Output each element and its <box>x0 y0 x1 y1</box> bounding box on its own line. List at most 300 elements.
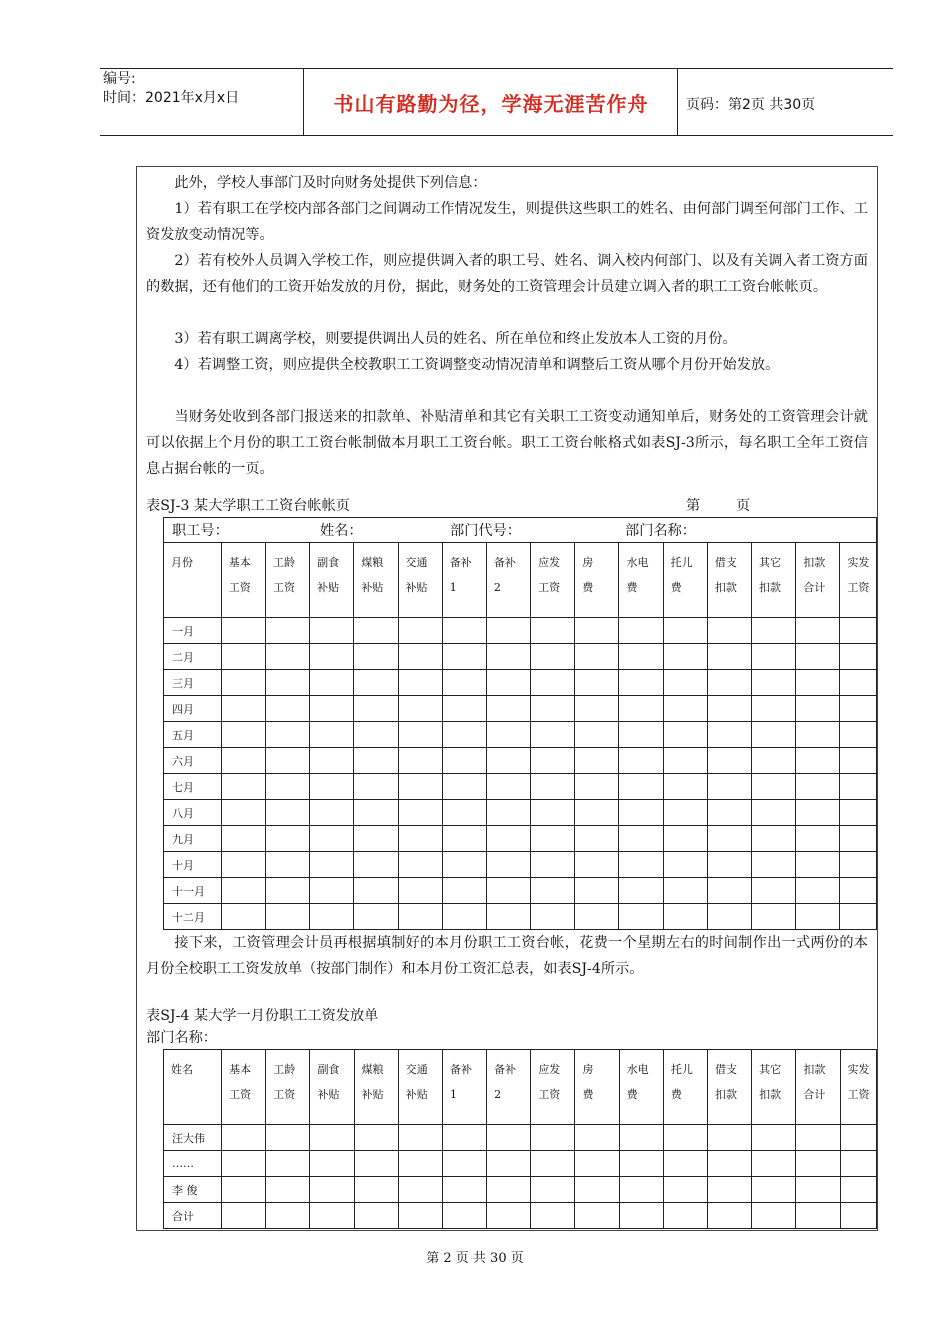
table-cell[interactable] <box>354 852 398 878</box>
table-cell[interactable] <box>354 878 398 904</box>
table-cell[interactable] <box>486 748 530 774</box>
table-cell[interactable] <box>619 670 663 696</box>
table-cell[interactable] <box>575 748 619 774</box>
header-cell <box>708 1050 752 1125</box>
table-cell[interactable] <box>398 852 442 878</box>
table-cell[interactable] <box>486 800 530 826</box>
header-cell-line: 实发 <box>847 556 870 569</box>
header-cell-line: 工资 <box>538 1088 561 1101</box>
table-cell[interactable] <box>531 852 575 878</box>
table-cell[interactable] <box>707 774 751 800</box>
table-cell[interactable] <box>442 800 486 826</box>
table-cell[interactable] <box>752 696 796 722</box>
table-cell[interactable] <box>354 1177 398 1203</box>
table-cell[interactable] <box>354 644 398 670</box>
header-cell-text <box>222 543 265 600</box>
header-cell-text <box>840 543 876 600</box>
table-cell[interactable] <box>222 1203 266 1229</box>
row-label: 五月 <box>164 722 222 748</box>
row-label: 四月 <box>164 696 222 722</box>
header-cell-line: 基本 <box>229 1063 252 1076</box>
table-cell[interactable] <box>442 1151 486 1177</box>
table-cell[interactable] <box>752 1177 796 1203</box>
table-cell[interactable] <box>619 696 663 722</box>
table-cell[interactable] <box>265 826 309 852</box>
table-cell[interactable] <box>531 722 575 748</box>
table-cell[interactable] <box>486 644 530 670</box>
table-cell[interactable] <box>310 644 354 670</box>
table-cell[interactable] <box>575 696 619 722</box>
table-cell[interactable] <box>265 748 309 774</box>
table-cell[interactable] <box>442 644 486 670</box>
table-cell[interactable] <box>486 904 530 930</box>
table-cell[interactable] <box>531 1125 575 1151</box>
row-label: 七月 <box>164 774 222 800</box>
table-cell[interactable] <box>531 670 575 696</box>
table-cell[interactable] <box>796 878 840 904</box>
table-cell[interactable] <box>442 696 486 722</box>
table-cell[interactable] <box>442 852 486 878</box>
header-cell <box>840 1050 876 1125</box>
table-cell[interactable] <box>840 852 877 878</box>
table-cell[interactable] <box>531 1203 575 1229</box>
table-cell[interactable] <box>708 1203 752 1229</box>
table-cell[interactable] <box>619 1203 663 1229</box>
table-cell[interactable] <box>752 748 796 774</box>
header-cell-text <box>619 543 662 600</box>
table-cell[interactable] <box>442 878 486 904</box>
table-cell[interactable] <box>487 1177 531 1203</box>
table-cell[interactable] <box>663 904 707 930</box>
table-cell[interactable] <box>442 1125 486 1151</box>
table-cell[interactable] <box>265 696 309 722</box>
table-cell[interactable] <box>354 748 398 774</box>
table-cell[interactable] <box>442 904 486 930</box>
table-cell[interactable] <box>221 826 265 852</box>
table-cell[interactable] <box>221 618 265 644</box>
table-cell[interactable] <box>619 1177 663 1203</box>
table-cell[interactable] <box>619 1151 663 1177</box>
paragraph-item-4: 4）若调整工资，则应提供全校教职工工资调整变动情况清单和调整后工资从哪个月份开始发放。 <box>174 357 780 373</box>
table-cell[interactable] <box>354 670 398 696</box>
paragraph-ledger: 当财务处收到各部门报送来的扣款单、补贴清单和其它有关职工工资变动通知单后，财务处的工资管理会计就可以依据上个月份的职工工资台帐制做本月职工工资台帐。职工工资台帐格式如表SJ-3所示，每名职工全年工资信息占据台帐的一页。 <box>146 409 868 477</box>
table-cell[interactable] <box>487 1151 531 1177</box>
table-cell[interactable] <box>575 826 619 852</box>
table-cell[interactable] <box>707 904 751 930</box>
table-cell[interactable] <box>575 774 619 800</box>
table-cell[interactable] <box>442 618 486 644</box>
table-cell[interactable] <box>265 800 309 826</box>
table-cell[interactable] <box>354 618 398 644</box>
table-cell[interactable] <box>310 696 354 722</box>
table-cell[interactable] <box>354 722 398 748</box>
table-cell[interactable] <box>310 800 354 826</box>
header-cell <box>354 1050 398 1125</box>
header-label: 月份 <box>171 556 193 569</box>
table-row <box>164 774 877 800</box>
table-cell[interactable] <box>796 1125 840 1151</box>
table-cell[interactable] <box>398 618 442 644</box>
table-cell[interactable] <box>398 774 442 800</box>
table-cell[interactable] <box>752 852 796 878</box>
table-cell[interactable] <box>265 618 309 644</box>
table-cell[interactable] <box>840 644 877 670</box>
table-cell[interactable] <box>486 878 530 904</box>
table-cell[interactable] <box>221 748 265 774</box>
header-cell-line: 工资 <box>847 1088 870 1101</box>
table-cell[interactable] <box>707 748 751 774</box>
table-cell[interactable] <box>575 618 619 644</box>
table-cell[interactable] <box>266 1203 310 1229</box>
table-cell[interactable] <box>840 878 877 904</box>
row-label: 一月 <box>164 618 222 644</box>
table-cell[interactable] <box>221 722 265 748</box>
table-cell[interactable] <box>752 774 796 800</box>
table-cell[interactable] <box>840 1125 876 1151</box>
table-cell[interactable] <box>354 1203 398 1229</box>
header-cell-line: 1 <box>449 1088 457 1101</box>
table-cell[interactable] <box>752 644 796 670</box>
header-cell-line: 工龄 <box>272 556 295 569</box>
table-cell[interactable] <box>707 670 751 696</box>
table-cell[interactable] <box>796 618 840 644</box>
table-cell[interactable] <box>486 670 530 696</box>
table3-ledger <box>163 517 877 930</box>
paragraph-after-table: 接下来，工资管理会计员再根据填制好的本月份职工工资台帐，花费一个星期左右的时间制作出一式两份的本月份全校职工工资发放单（按部门制作）和本月份工资汇总表，如表SJ-4所示。 <box>146 935 868 977</box>
table-cell[interactable] <box>707 826 751 852</box>
table-cell[interactable] <box>840 748 877 774</box>
table-cell[interactable] <box>310 878 354 904</box>
table-cell[interactable] <box>398 670 442 696</box>
table-cell[interactable] <box>531 904 575 930</box>
table-cell[interactable] <box>354 1125 398 1151</box>
table-cell[interactable] <box>752 1203 796 1229</box>
table-cell[interactable] <box>310 774 354 800</box>
table-cell[interactable] <box>265 878 309 904</box>
table-cell[interactable] <box>663 1203 707 1229</box>
table-cell[interactable] <box>221 852 265 878</box>
table-cell[interactable] <box>531 826 575 852</box>
header-cell-text <box>266 1050 309 1107</box>
table-cell[interactable] <box>840 670 877 696</box>
table-cell[interactable] <box>265 644 309 670</box>
table-cell[interactable] <box>266 1151 310 1177</box>
table-cell[interactable] <box>796 722 840 748</box>
header-cell-text <box>531 543 574 600</box>
table-cell[interactable] <box>752 1151 796 1177</box>
table-cell[interactable] <box>575 852 619 878</box>
table-cell[interactable] <box>619 748 663 774</box>
header-cell <box>663 1050 707 1125</box>
table-cell[interactable] <box>575 670 619 696</box>
table-cell[interactable] <box>575 722 619 748</box>
table-cell[interactable] <box>354 800 398 826</box>
header-cell-line: 托儿 <box>670 1063 693 1076</box>
table-cell[interactable] <box>265 722 309 748</box>
table-cell[interactable] <box>266 1125 310 1151</box>
table-cell[interactable] <box>266 1177 310 1203</box>
table-cell[interactable] <box>265 852 309 878</box>
header-cell-line: 备补 <box>493 556 516 569</box>
table-cell[interactable] <box>663 800 707 826</box>
table-cell[interactable] <box>796 696 840 722</box>
table-cell[interactable] <box>663 696 707 722</box>
table-cell[interactable] <box>310 852 354 878</box>
table-cell[interactable] <box>575 800 619 826</box>
table-cell[interactable] <box>663 670 707 696</box>
table-cell[interactable] <box>531 774 575 800</box>
code-label: 编号: <box>103 71 136 87</box>
table-cell[interactable] <box>575 878 619 904</box>
table-cell[interactable] <box>663 774 707 800</box>
table-cell[interactable] <box>619 904 663 930</box>
table-cell[interactable] <box>310 826 354 852</box>
table-cell[interactable] <box>575 1125 619 1151</box>
table-cell[interactable] <box>840 1177 876 1203</box>
table-cell[interactable] <box>663 878 707 904</box>
table-cell[interactable] <box>265 774 309 800</box>
table-cell[interactable] <box>796 1177 840 1203</box>
header-cell-line: 工资 <box>538 581 561 594</box>
table-cell[interactable] <box>310 670 354 696</box>
table-row <box>164 644 877 670</box>
table-cell[interactable] <box>398 696 442 722</box>
header-cell <box>265 543 309 618</box>
table-cell[interactable] <box>221 904 265 930</box>
header-cell-line: 扣款 <box>803 556 826 569</box>
table-cell[interactable] <box>840 800 877 826</box>
table-cell[interactable] <box>708 1151 752 1177</box>
table-row <box>164 1177 877 1203</box>
table-cell[interactable] <box>752 904 796 930</box>
table-cell[interactable] <box>663 852 707 878</box>
table-cell[interactable] <box>619 774 663 800</box>
header-cell-line: 合计 <box>803 581 826 594</box>
table-cell[interactable] <box>354 696 398 722</box>
table-cell[interactable] <box>310 1125 354 1151</box>
table-cell[interactable] <box>707 618 751 644</box>
header-cell <box>575 1050 619 1125</box>
table-cell[interactable] <box>486 618 530 644</box>
table-cell[interactable] <box>707 800 751 826</box>
table-row <box>164 800 877 826</box>
table-cell[interactable] <box>310 722 354 748</box>
table-cell[interactable] <box>222 1125 266 1151</box>
table-cell[interactable] <box>575 644 619 670</box>
table-cell[interactable] <box>708 1177 752 1203</box>
table-cell[interactable] <box>619 722 663 748</box>
table-cell[interactable] <box>663 748 707 774</box>
table-cell[interactable] <box>398 644 442 670</box>
table-cell[interactable] <box>398 800 442 826</box>
table-cell[interactable] <box>442 722 486 748</box>
header-top-rule <box>100 68 893 69</box>
table-cell[interactable] <box>663 1125 707 1151</box>
table-cell[interactable] <box>531 1177 575 1203</box>
table-cell[interactable] <box>619 644 663 670</box>
table-cell[interactable] <box>619 800 663 826</box>
table-cell[interactable] <box>796 644 840 670</box>
table-cell[interactable] <box>442 1177 486 1203</box>
table-cell[interactable] <box>840 904 877 930</box>
table-cell[interactable] <box>310 1177 354 1203</box>
table-cell[interactable] <box>840 774 877 800</box>
header-cell <box>486 543 530 618</box>
table-cell[interactable] <box>531 644 575 670</box>
table-cell[interactable] <box>531 748 575 774</box>
table-cell[interactable] <box>752 878 796 904</box>
header-cell-line: 合计 <box>803 1088 826 1101</box>
table-cell[interactable] <box>310 1203 354 1229</box>
table-cell[interactable] <box>707 696 751 722</box>
header-cell-text <box>575 1050 618 1107</box>
table-cell[interactable] <box>575 1151 619 1177</box>
table-cell[interactable] <box>752 826 796 852</box>
table-cell[interactable] <box>663 644 707 670</box>
table-cell[interactable] <box>663 618 707 644</box>
table3-page-ye: 页 <box>736 498 751 514</box>
header-cell <box>310 1050 354 1125</box>
table-cell[interactable] <box>663 722 707 748</box>
table-cell[interactable] <box>796 826 840 852</box>
table-cell[interactable] <box>707 878 751 904</box>
header-cell-line: 工资 <box>272 581 295 594</box>
table-cell[interactable] <box>531 878 575 904</box>
table-cell[interactable] <box>840 618 877 644</box>
table-cell[interactable] <box>486 774 530 800</box>
table-cell[interactable] <box>486 852 530 878</box>
table-cell[interactable] <box>442 748 486 774</box>
table-cell[interactable] <box>221 800 265 826</box>
header-cell <box>222 1050 266 1125</box>
table-cell[interactable] <box>265 904 309 930</box>
table-cell[interactable] <box>796 800 840 826</box>
table-cell[interactable] <box>221 670 265 696</box>
info-dept-name: 部门名称： <box>625 523 696 539</box>
table-cell[interactable] <box>796 774 840 800</box>
table-cell[interactable] <box>575 1177 619 1203</box>
table-cell[interactable] <box>221 696 265 722</box>
header-cell <box>575 543 619 618</box>
table-cell[interactable] <box>221 878 265 904</box>
header-cell-text <box>796 1050 839 1107</box>
table-cell[interactable] <box>840 696 877 722</box>
table-cell[interactable] <box>354 826 398 852</box>
table-cell[interactable] <box>619 878 663 904</box>
table-cell[interactable] <box>619 852 663 878</box>
table-cell[interactable] <box>354 774 398 800</box>
table-cell[interactable] <box>398 748 442 774</box>
table-cell[interactable] <box>796 1151 840 1177</box>
table-cell[interactable] <box>531 696 575 722</box>
table-cell[interactable] <box>221 774 265 800</box>
table-cell[interactable] <box>840 1203 876 1229</box>
table-cell[interactable] <box>707 852 751 878</box>
table-cell[interactable] <box>486 722 530 748</box>
header-cell <box>619 543 663 618</box>
table-cell[interactable] <box>398 878 442 904</box>
table-cell[interactable] <box>663 1151 707 1177</box>
table4-header-row <box>164 1050 877 1125</box>
table-cell[interactable] <box>531 618 575 644</box>
table-cell[interactable] <box>442 826 486 852</box>
table-cell[interactable] <box>398 1151 442 1177</box>
table-cell[interactable] <box>398 826 442 852</box>
table-cell[interactable] <box>398 1125 442 1151</box>
table-cell[interactable] <box>531 1151 575 1177</box>
table-cell[interactable] <box>486 826 530 852</box>
table-cell[interactable] <box>619 618 663 644</box>
table-cell[interactable] <box>487 1203 531 1229</box>
table-cell[interactable] <box>707 644 751 670</box>
table-cell[interactable] <box>310 904 354 930</box>
table-cell[interactable] <box>310 618 354 644</box>
table-cell[interactable] <box>310 748 354 774</box>
table-cell[interactable] <box>442 1203 486 1229</box>
header-cell-line: 水电 <box>626 1063 649 1076</box>
table-cell[interactable] <box>707 722 751 748</box>
table-row <box>164 618 877 644</box>
table-cell[interactable] <box>752 722 796 748</box>
table-cell[interactable] <box>796 1203 840 1229</box>
table-cell[interactable] <box>663 1177 707 1203</box>
table-cell[interactable] <box>354 1151 398 1177</box>
table-cell[interactable] <box>398 1203 442 1229</box>
table-cell[interactable] <box>222 1177 266 1203</box>
header-cell-line: 工资 <box>847 581 870 594</box>
table-cell[interactable] <box>752 1125 796 1151</box>
table-cell[interactable] <box>531 800 575 826</box>
header-divider-1 <box>303 68 304 136</box>
table-cell[interactable] <box>796 748 840 774</box>
table-cell[interactable] <box>796 670 840 696</box>
table-cell[interactable] <box>840 1151 876 1177</box>
header-cell-text <box>266 543 309 600</box>
table-cell[interactable] <box>222 1151 266 1177</box>
table-cell[interactable] <box>486 696 530 722</box>
table-cell[interactable] <box>442 774 486 800</box>
table-cell[interactable] <box>840 722 877 748</box>
table-cell[interactable] <box>619 1125 663 1151</box>
table-cell[interactable] <box>398 722 442 748</box>
table-cell[interactable] <box>752 800 796 826</box>
table-cell[interactable] <box>840 826 877 852</box>
table-cell[interactable] <box>575 1203 619 1229</box>
header-cell-line: 房 <box>582 556 594 569</box>
row-label: 二月 <box>164 644 222 670</box>
table-cell[interactable] <box>663 826 707 852</box>
header-cell-line: 费 <box>582 581 594 594</box>
header-cell <box>752 543 796 618</box>
table-cell[interactable] <box>796 904 840 930</box>
table-cell[interactable] <box>796 852 840 878</box>
table-cell[interactable] <box>752 670 796 696</box>
table-cell[interactable] <box>442 670 486 696</box>
table-cell[interactable] <box>354 904 398 930</box>
table-cell[interactable] <box>310 1151 354 1177</box>
header-cell-line: 补贴 <box>317 1088 340 1101</box>
table-cell[interactable] <box>619 826 663 852</box>
table-cell[interactable] <box>575 904 619 930</box>
table-cell[interactable] <box>221 644 265 670</box>
table-cell[interactable] <box>265 670 309 696</box>
table-cell[interactable] <box>708 1125 752 1151</box>
table-cell[interactable] <box>487 1125 531 1151</box>
table-cell[interactable] <box>752 618 796 644</box>
table-cell[interactable] <box>398 904 442 930</box>
table-cell[interactable] <box>398 1177 442 1203</box>
row-label: 十月 <box>164 852 222 878</box>
